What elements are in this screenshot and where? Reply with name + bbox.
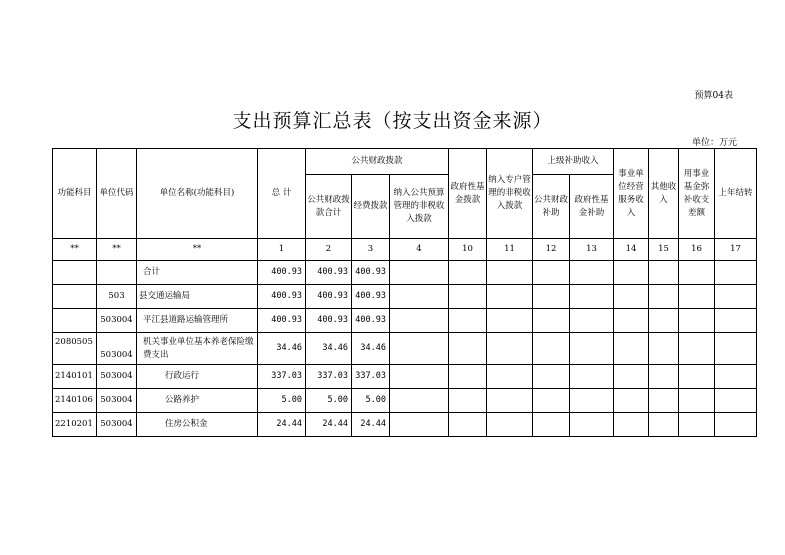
func-subject-cell <box>53 261 97 285</box>
func-subject-cell: 2140101 <box>53 365 97 389</box>
page-title: 支出预算汇总表（按支出资金来源） <box>232 110 553 132</box>
pf-total-cell: 34.46 <box>306 333 352 365</box>
unit-name-cell: 公路养护 <box>137 389 258 413</box>
unit-code-cell: 503004 <box>97 333 137 365</box>
index-cell: 2 <box>306 239 352 261</box>
header-total: 总 计 <box>258 149 306 239</box>
pf-funding-cell: 337.03 <box>352 365 390 389</box>
index-cell: 1 <box>258 239 306 261</box>
unit-code-cell: 503004 <box>97 309 137 333</box>
header-unit-code: 单位代码 <box>97 149 137 239</box>
index-cell: 11 <box>487 239 533 261</box>
header-business-income: 事业单位经营服务收入 <box>614 149 649 239</box>
pf-funding-cell: 400.93 <box>352 261 390 285</box>
func-subject-cell: 2210201 <box>53 413 97 437</box>
unit-code-cell: 503004 <box>97 389 137 413</box>
pf-funding-cell: 34.46 <box>352 333 390 365</box>
pf-total-cell: 5.00 <box>306 389 352 413</box>
index-row <box>53 239 757 261</box>
form-code: 预算04表 <box>694 91 733 101</box>
index-cell: 16 <box>679 239 715 261</box>
unit-name-cell: 县交通运输局 <box>137 285 258 309</box>
unit-code-cell: 503004 <box>97 365 137 389</box>
header-sub-gov-fund: 政府性基金补助 <box>570 175 614 239</box>
unit-label: 单位：万元 <box>691 138 737 148</box>
index-cell: ** <box>97 239 137 261</box>
header-other-income: 其他收入 <box>649 149 679 239</box>
header-superior-subsidy: 上级补助收入 <box>533 149 614 175</box>
unit-code-cell: 503004 <box>97 413 137 437</box>
total-cell: 34.46 <box>258 333 306 365</box>
header-special-nontax: 纳入专户管理的非税收入拨款 <box>487 149 533 239</box>
unit-name-cell: 行政运行 <box>137 365 258 389</box>
pf-total-cell: 24.44 <box>306 413 352 437</box>
table-row <box>53 285 757 309</box>
index-cell: 17 <box>715 239 757 261</box>
func-subject-cell <box>53 309 97 333</box>
pf-funding-cell: 400.93 <box>352 309 390 333</box>
unit-code-cell: 503 <box>97 285 137 309</box>
index-cell: 13 <box>570 239 614 261</box>
unit-name-cell: 住房公积金 <box>137 413 258 437</box>
table-row <box>53 413 757 437</box>
table-row <box>53 333 757 365</box>
index-cell: 15 <box>649 239 679 261</box>
pf-funding-cell: 24.44 <box>352 413 390 437</box>
index-cell: ** <box>137 239 258 261</box>
table-row <box>53 389 757 413</box>
pf-total-cell: 337.03 <box>306 365 352 389</box>
index-cell: 3 <box>352 239 390 261</box>
func-subject-cell: 2080505 <box>53 333 97 365</box>
header-carryover: 上年结转 <box>715 149 757 239</box>
index-cell: 12 <box>533 239 570 261</box>
func-subject-cell <box>53 285 97 309</box>
total-cell: 400.93 <box>258 309 306 333</box>
header-gov-fund: 政府性基金拨款 <box>449 149 487 239</box>
total-cell: 337.03 <box>258 365 306 389</box>
header-unit-name: 单位名称(功能科目) <box>137 149 258 239</box>
pf-total-cell: 400.93 <box>306 261 352 285</box>
index-cell: ** <box>53 239 97 261</box>
budget-table <box>52 148 757 437</box>
total-cell: 5.00 <box>258 389 306 413</box>
pf-total-cell: 400.93 <box>306 309 352 333</box>
header-sub-public: 公共财政补助 <box>533 175 570 239</box>
index-cell: 14 <box>614 239 649 261</box>
total-cell: 400.93 <box>258 261 306 285</box>
table-row <box>53 365 757 389</box>
header-pf-funding: 经费拨款 <box>352 175 390 239</box>
header-pf-total: 公共财政拨款合计 <box>306 175 352 239</box>
header-func-subject: 功能科目 <box>53 149 97 239</box>
header-fund-cover: 用事业基金弥补收支差额 <box>679 149 715 239</box>
total-cell: 400.93 <box>258 285 306 309</box>
pf-total-cell: 400.93 <box>306 285 352 309</box>
table-row <box>53 309 757 333</box>
pf-funding-cell: 400.93 <box>352 285 390 309</box>
index-cell: 4 <box>390 239 449 261</box>
unit-name-cell: 机关事业单位基本养老保险缴费支出 <box>137 333 258 365</box>
table-row <box>53 261 757 285</box>
header-public-finance: 公共财政拨款 <box>306 149 449 175</box>
total-cell: 24.44 <box>258 413 306 437</box>
header-pf-nontax: 纳入公共预算管理的非税收入拨款 <box>390 175 449 239</box>
pf-funding-cell: 5.00 <box>352 389 390 413</box>
unit-name-cell: 平江县道路运输管理所 <box>137 309 258 333</box>
func-subject-cell: 2140106 <box>53 389 97 413</box>
unit-name-cell: 合计 <box>137 261 258 285</box>
index-cell: 10 <box>449 239 487 261</box>
unit-code-cell <box>97 261 137 285</box>
